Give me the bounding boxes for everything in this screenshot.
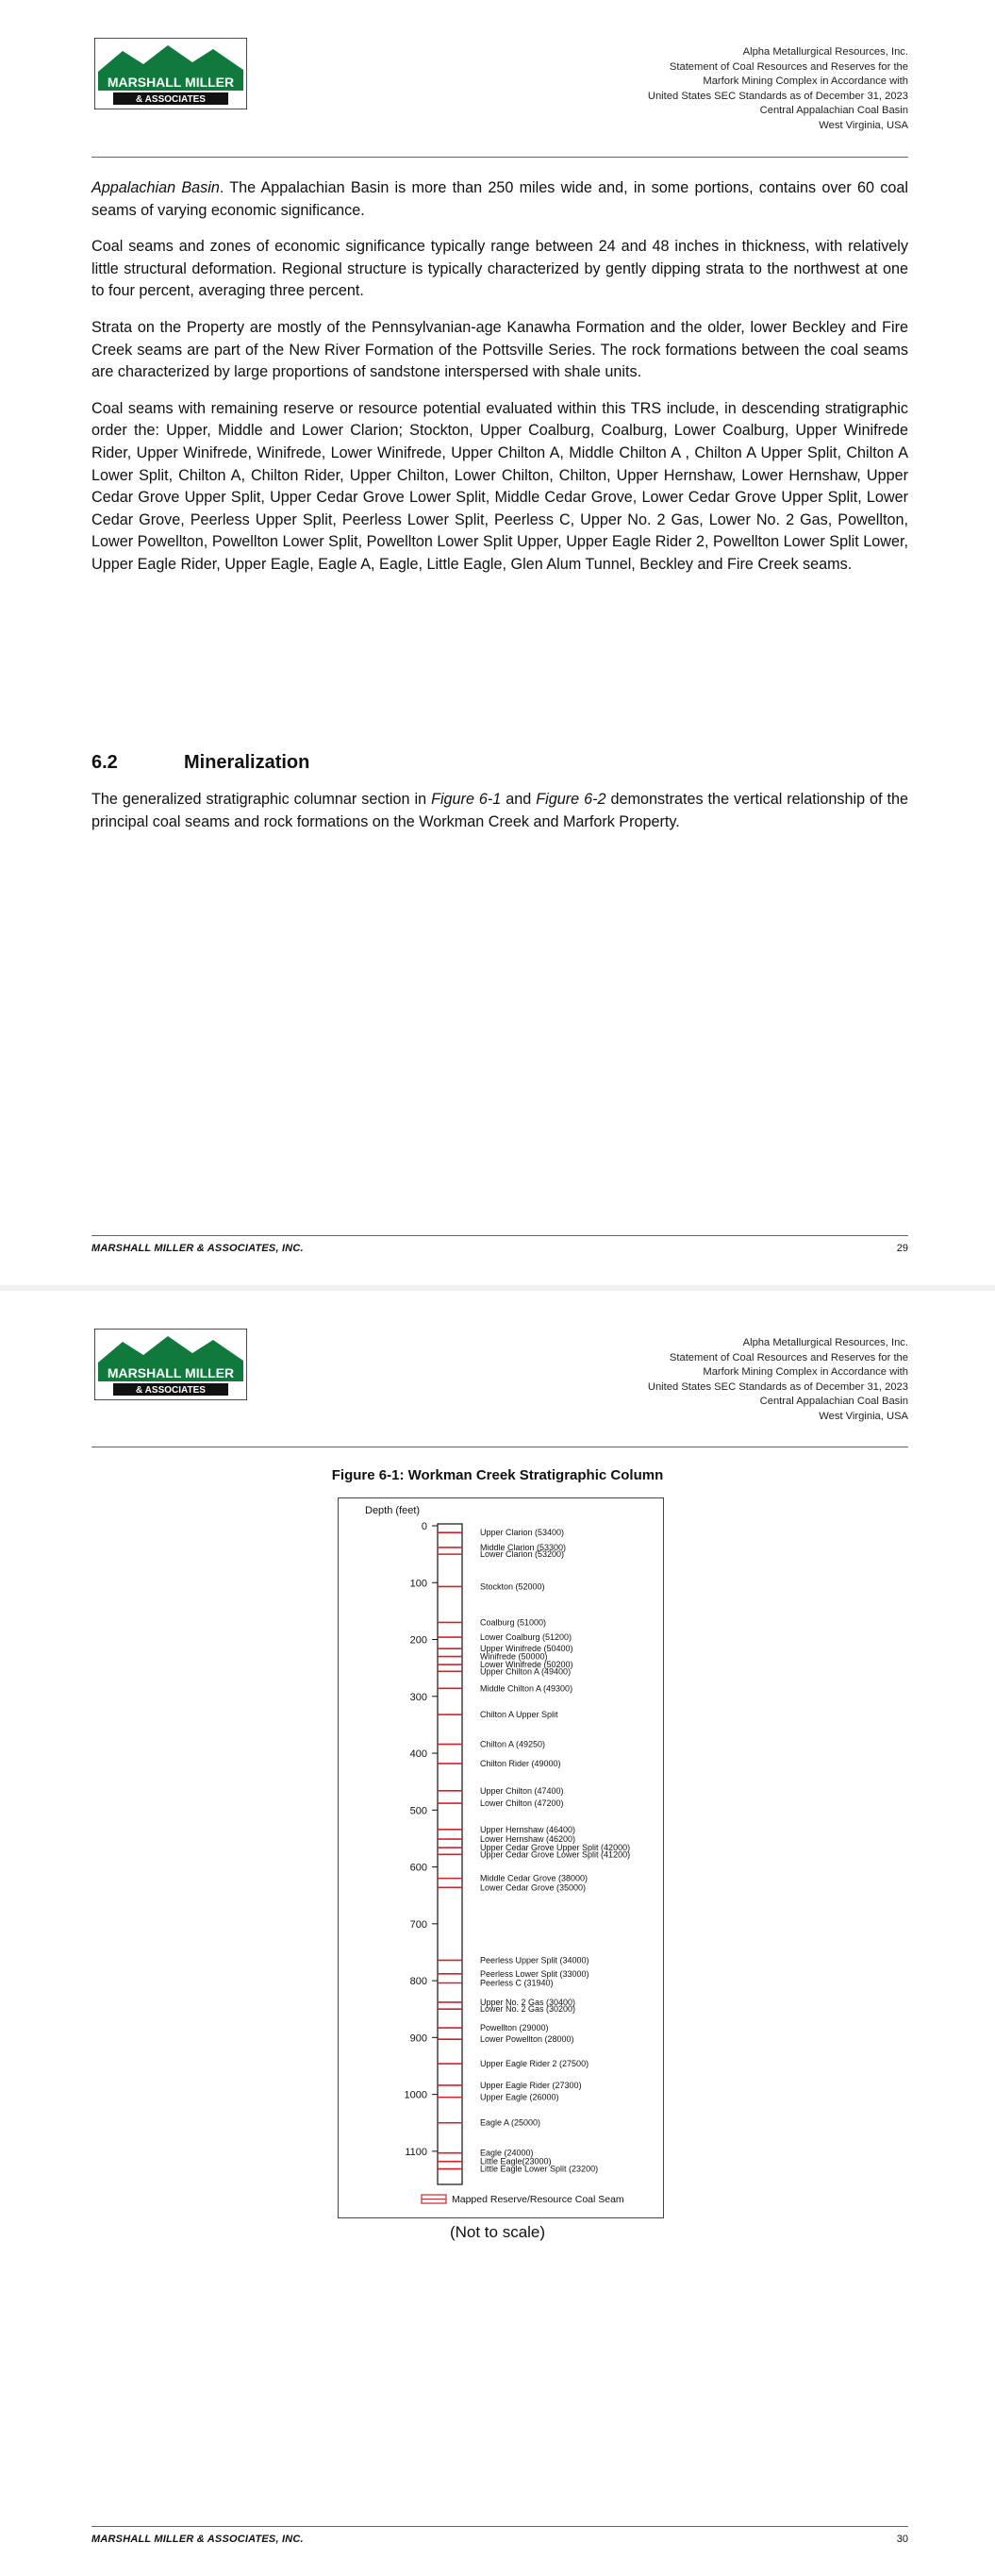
coal-seam-label: Coalburg (51000) bbox=[480, 1617, 547, 1628]
section-number: 6.2 bbox=[91, 752, 118, 773]
coal-seam-label: Lower Chilton (47200) bbox=[480, 1798, 564, 1809]
logo-line1: MARSHALL MILLER bbox=[107, 75, 235, 90]
y-tick-label: 700 bbox=[409, 1918, 427, 1931]
coal-seam-label: Winifrede (50000) bbox=[480, 1651, 548, 1662]
header-line: Statement of Coal Resources and Reserves for the bbox=[669, 60, 908, 73]
paragraph-text: The generalized stratigraphic columnar section in bbox=[91, 791, 432, 808]
header-line: West Virginia, USA bbox=[819, 1410, 908, 1422]
logo-graphic bbox=[94, 38, 247, 109]
coal-seam-label: Lower Cedar Grove (35000) bbox=[480, 1882, 587, 1893]
y-tick-label: 400 bbox=[409, 1748, 427, 1761]
section-body bbox=[91, 789, 908, 847]
coal-seam-label: Upper Eagle Rider 2 (27500) bbox=[480, 2059, 589, 2069]
page-number: 29 bbox=[896, 1243, 908, 1254]
coal-seam-label: Upper Cedar Grove Upper Split (42000) bbox=[480, 1843, 631, 1853]
coal-seam-label: Upper Winifrede (50400) bbox=[480, 1644, 573, 1654]
coal-seam-label: Upper No. 2 Gas (30400) bbox=[480, 1997, 576, 2007]
y-tick-label: 300 bbox=[409, 1691, 427, 1703]
coal-seam-label: Upper Hernshaw (46400) bbox=[480, 1824, 576, 1834]
coal-seam-label: Little Eagle(23000) bbox=[480, 2156, 552, 2166]
coal-seam-label: Chilton A Upper Split bbox=[480, 1710, 558, 1720]
y-tick-label: 900 bbox=[409, 2032, 427, 2045]
figure-caption: Figure 6-1: Workman Creek Stratigraphic Column bbox=[331, 1467, 664, 1483]
coal-seam-label: Lower No. 2 Gas (30200) bbox=[480, 2004, 576, 2015]
figure-reference[interactable]: Figure 6-2 bbox=[536, 791, 606, 808]
page-29 bbox=[0, 0, 995, 1285]
coal-seam-label: Upper Chilton (47400) bbox=[480, 1785, 564, 1796]
footer-company: MARSHALL MILLER & ASSOCIATES, INC. bbox=[91, 1243, 304, 1254]
footer-divider bbox=[91, 2526, 908, 2527]
y-tick-label: 500 bbox=[409, 1805, 427, 1817]
paragraph-text: . The Appalachian Basin is more than 250 miles wide and, in some portions, contains over 60 coal seams of varying economic significance. bbox=[91, 179, 908, 219]
coal-seam-label: Lower Winifrede (50200) bbox=[480, 1660, 573, 1670]
coal-seam-label: Middle Clarion (53300) bbox=[480, 1542, 567, 1552]
coal-seam-label: Powellton (29000) bbox=[480, 2023, 549, 2033]
coal-seam-label: Eagle A (25000) bbox=[480, 2117, 541, 2128]
section-heading bbox=[91, 752, 309, 774]
figure-reference[interactable]: Figure 6-1 bbox=[431, 791, 502, 808]
header-line: Marfork Mining Complex in Accordance with bbox=[703, 1366, 908, 1379]
coal-seam-label: Upper Eagle Rider (27300) bbox=[480, 2080, 582, 2090]
coal-seam-label: Lower Hernshaw (46200) bbox=[480, 1834, 576, 1845]
paragraph: Strata on the Property are mostly of the Pennsylvanian-age Kanawha Formation and the older, lower Beckley and Fire Creek seams are part of the New River Formation of the Pottsville Series. The rock formations between the coal seams are characterized by large proportions of sandstone interspersed with shale units. bbox=[91, 318, 908, 381]
coal-seam-label: Little Eagle Lower Split (23200) bbox=[480, 2164, 599, 2174]
coal-seam-label: Middle Chilton A (49300) bbox=[480, 1683, 573, 1694]
y-tick-label: 0 bbox=[421, 1521, 427, 1532]
coal-seam-label: Upper Cedar Grove Lower Split (41200) bbox=[480, 1849, 631, 1860]
y-tick-label: 600 bbox=[409, 1862, 427, 1874]
header-line: Central Appalachian Coal Basin bbox=[759, 1396, 908, 1408]
company-logo bbox=[94, 38, 247, 109]
page-header bbox=[503, 45, 908, 134]
coal-seam-label: Stockton (52000) bbox=[480, 1581, 545, 1592]
coal-seam-label: Lower Powellton (28000) bbox=[480, 2034, 574, 2045]
emphasis: Appalachian Basin bbox=[91, 179, 220, 196]
paragraph: Coal seams and zones of economic significance typically range between 24 and 48 inches in thickness, with relatively little structural deformation. Regional structure is typically characterized by gently dipping strata to the northwest at one to four percent, averaging three percent. bbox=[91, 238, 908, 300]
coal-seam-label: Upper Eagle (26000) bbox=[480, 2092, 559, 2102]
logo-line2: & ASSOCIATES bbox=[136, 1385, 206, 1396]
legend-label: Mapped Reserve/Resource Coal Seam bbox=[452, 2194, 624, 2205]
paragraph-text: and bbox=[501, 791, 537, 808]
paragraph bbox=[91, 177, 908, 222]
coal-seam-label: Eagle (24000) bbox=[480, 2148, 534, 2158]
coal-seam-label: Peerless Upper Split (34000) bbox=[480, 1955, 589, 1965]
y-tick-label: 800 bbox=[409, 1976, 427, 1988]
footer-divider bbox=[91, 1235, 908, 1236]
coal-seam-label: Chilton A (49250) bbox=[480, 1739, 546, 1749]
coal-seam-label: Upper Chilton A (49400) bbox=[480, 1666, 572, 1677]
coal-seam-label: Middle Cedar Grove (38000) bbox=[480, 1873, 589, 1883]
y-tick-label: 1000 bbox=[404, 2089, 427, 2101]
header-line: United States SEC Standards as of December 31, 2023 bbox=[647, 90, 908, 102]
company-logo bbox=[94, 1329, 247, 1400]
header-line: Statement of Coal Resources and Reserves for the bbox=[669, 1351, 908, 1363]
y-axis-ticks bbox=[405, 1521, 438, 2158]
paragraph-text: demonstrates the vertical relationship of the principal coal seams and rock formations on the Workman Creek and Marfork Property. bbox=[91, 791, 909, 830]
page-30 bbox=[0, 1291, 995, 2576]
y-axis-label: Depth (feet) bbox=[365, 1505, 421, 1516]
logo-line1: MARSHALL MILLER bbox=[107, 1365, 235, 1380]
header-line: Marfork Mining Complex in Accordance with bbox=[703, 75, 908, 88]
header-divider bbox=[91, 157, 908, 158]
header-line: Alpha Metallurgical Resources, Inc. bbox=[742, 46, 908, 58]
header-line: Alpha Metallurgical Resources, Inc. bbox=[742, 1337, 908, 1348]
header-line: Central Appalachian Coal Basin bbox=[759, 105, 908, 117]
section-title: Mineralization bbox=[184, 752, 310, 773]
legend bbox=[422, 2194, 624, 2205]
not-to-scale-note: (Not to scale) bbox=[449, 2223, 546, 2241]
header-line: West Virginia, USA bbox=[819, 119, 908, 131]
coal-seam-label: Lower Clarion (53200) bbox=[480, 1549, 565, 1560]
coal-seam-label: Lower Coalburg (51200) bbox=[480, 1632, 572, 1643]
coal-seam-label: Peerless Lower Split (33000) bbox=[480, 1968, 589, 1979]
coal-seam-label: Chilton Rider (49000) bbox=[480, 1758, 561, 1768]
paragraph bbox=[91, 789, 908, 833]
coal-seams bbox=[438, 1528, 630, 2173]
coal-seam-label: Upper Clarion (53400) bbox=[480, 1528, 565, 1538]
paragraph: Coal seams with remaining reserve or resource potential evaluated within this TRS include, in descending stratigraphic order the: Upper, Middle and Lower Clarion; Stockton, Upper Coalburg, Coalburg, Lower Coalburg, Upper Winifrede Rider, Upper Winifrede, Winifrede, Lower Winifrede, Upper Chilton A, Middle Chilton A , Chilton A Upper Split, Chilton A Lower Split, Chilton A, Chilton Rider, Upper Chilton, Lower Chilton, Chilton, Upper Hernshaw, Lower Hernshaw, Upper Cedar Grove Upper Split, Upper Cedar Grove Lower Split, Middle Cedar Grove, Lower Cedar Grove Upper Split, Lower Cedar Grove, Peerless Upper Split, Peerless Lower Split, Peerless C, Upper No. 2 Gas, Lower No. 2 Gas, Powellton, Lower Powellton, Powellton Lower Split, Powellton Lower Split Upper, Upper Eagle Rider 2, Powellton Lower Split Lower, Upper Eagle Rider, Upper Eagle, Eagle A, Eagle, Little Eagle, Glen Alum Tunnel, Beckley and Fire Creek seams. bbox=[91, 399, 908, 573]
logo-graphic bbox=[94, 1329, 247, 1400]
page-header bbox=[503, 1336, 908, 1425]
page-body bbox=[91, 177, 908, 591]
coal-seam-label: Peerless C (31940) bbox=[480, 1978, 554, 1988]
y-tick-label: 1100 bbox=[405, 2146, 427, 2158]
footer-company: MARSHALL MILLER & ASSOCIATES, INC. bbox=[91, 2534, 304, 2545]
page-number: 30 bbox=[896, 2534, 908, 2545]
stratigraphic-column-chart bbox=[339, 1498, 663, 2217]
y-tick-label: 200 bbox=[409, 1634, 427, 1647]
stratigraphic-column-figure bbox=[338, 1497, 664, 2218]
y-tick-label: 100 bbox=[409, 1578, 427, 1590]
logo-line2: & ASSOCIATES bbox=[136, 94, 206, 105]
header-line: United States SEC Standards as of December 31, 2023 bbox=[647, 1380, 908, 1393]
